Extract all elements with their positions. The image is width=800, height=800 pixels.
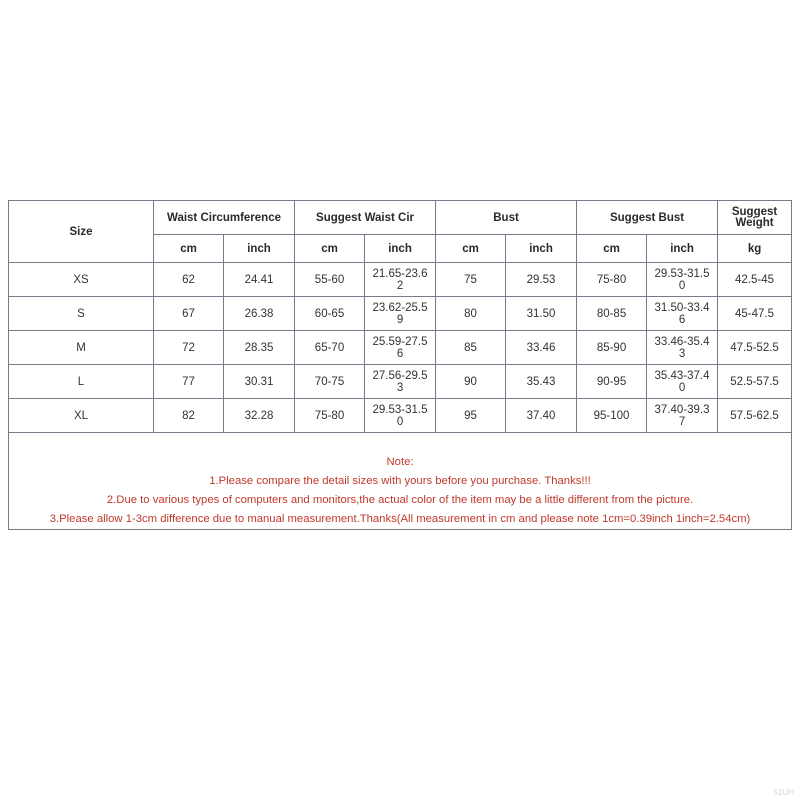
notes-cell <box>9 433 792 530</box>
cell-value: 31.50-33.46 <box>654 301 710 326</box>
cell-sw-inch <box>365 297 436 331</box>
suggest-bust-header: Suggest Bust <box>577 201 718 235</box>
table-row <box>9 263 792 297</box>
note-line-1: 1.Please compare the detail sizes with yours before you purchase. Thanks!!! <box>209 475 591 487</box>
cell-weight: 47.5-52.5 <box>718 331 792 365</box>
cell-bust-cm: 90 <box>436 365 506 399</box>
cell-size: XS <box>9 263 154 297</box>
cell-size: S <box>9 297 154 331</box>
suggest-weight-header <box>718 201 792 235</box>
bust-header: Bust <box>436 201 577 235</box>
cell-sw-inch <box>365 331 436 365</box>
cell-size: L <box>9 365 154 399</box>
cell-waist-inch: 32.28 <box>224 399 295 433</box>
cell-value: 29.53-31.50 <box>372 403 428 428</box>
cell-value: 37.40-39.37 <box>654 403 710 428</box>
corner-watermark: 51UH <box>773 788 794 797</box>
cell-bust-inch: 29.53 <box>506 263 577 297</box>
unit-cm: cm <box>436 235 506 263</box>
cell-sw-inch <box>365 399 436 433</box>
cell-value: 25.59-27.56 <box>372 335 428 360</box>
table-row <box>9 297 792 331</box>
cell-sw-inch <box>365 365 436 399</box>
unit-cm: cm <box>295 235 365 263</box>
cell-bust-cm: 80 <box>436 297 506 331</box>
cell-sb-inch <box>647 365 718 399</box>
cell-sw-cm: 65-70 <box>295 331 365 365</box>
cell-bust-cm: 95 <box>436 399 506 433</box>
note-line-2: 2.Due to various types of computers and monitors,the actual color of the item may be a little different from the picture. <box>106 494 694 506</box>
cell-waist-cm: 67 <box>154 297 224 331</box>
cell-weight: 42.5-45 <box>718 263 792 297</box>
unit-inch: inch <box>506 235 577 263</box>
unit-cm: cm <box>577 235 647 263</box>
cell-sb-cm: 90-95 <box>577 365 647 399</box>
cell-waist-cm: 77 <box>154 365 224 399</box>
cell-value: 33.46-35.43 <box>654 335 710 360</box>
cell-waist-inch: 26.38 <box>224 297 295 331</box>
notes-row <box>9 433 792 530</box>
cell-size: M <box>9 331 154 365</box>
note-title: Note: <box>386 456 414 468</box>
table-row <box>9 399 792 433</box>
cell-weight: 45-47.5 <box>718 297 792 331</box>
unit-inch: inch <box>647 235 718 263</box>
cell-sb-cm: 75-80 <box>577 263 647 297</box>
cell-sb-inch <box>647 297 718 331</box>
unit-kg: kg <box>718 235 792 263</box>
cell-value: 27.56-29.53 <box>372 369 428 394</box>
cell-weight: 52.5-57.5 <box>718 365 792 399</box>
cell-waist-inch: 24.41 <box>224 263 295 297</box>
cell-sb-cm: 85-90 <box>577 331 647 365</box>
cell-sb-cm: 80-85 <box>577 297 647 331</box>
cell-waist-cm: 82 <box>154 399 224 433</box>
cell-waist-cm: 72 <box>154 331 224 365</box>
unit-cm: cm <box>154 235 224 263</box>
table-row <box>9 331 792 365</box>
cell-bust-inch: 35.43 <box>506 365 577 399</box>
cell-waist-inch: 30.31 <box>224 365 295 399</box>
cell-sb-inch <box>647 399 718 433</box>
cell-value: 35.43-37.40 <box>654 369 710 394</box>
notes-block <box>9 433 791 529</box>
cell-sw-cm: 55-60 <box>295 263 365 297</box>
cell-weight: 57.5-62.5 <box>718 399 792 433</box>
cell-bust-cm: 75 <box>436 263 506 297</box>
cell-value: 21.65-23.62 <box>372 267 428 292</box>
cell-bust-inch: 33.46 <box>506 331 577 365</box>
size-header: Size <box>9 201 154 263</box>
cell-value: 29.53-31.50 <box>654 267 710 292</box>
cell-bust-inch: 37.40 <box>506 399 577 433</box>
header-row-groups <box>9 201 792 235</box>
cell-sb-inch <box>647 331 718 365</box>
suggest-waist-header: Suggest Waist Cir <box>295 201 436 235</box>
table-row <box>9 365 792 399</box>
cell-value: 23.62-25.59 <box>372 301 428 326</box>
waist-circumference-header: Waist Circumference <box>154 201 295 235</box>
cell-size: XL <box>9 399 154 433</box>
cell-sw-cm: 70-75 <box>295 365 365 399</box>
cell-bust-inch: 31.50 <box>506 297 577 331</box>
unit-inch: inch <box>365 235 436 263</box>
cell-sw-cm: 75-80 <box>295 399 365 433</box>
suggest-weight-label: Suggest Weight <box>731 205 778 229</box>
cell-sb-cm: 95-100 <box>577 399 647 433</box>
cell-bust-cm: 85 <box>436 331 506 365</box>
cell-sw-cm: 60-65 <box>295 297 365 331</box>
cell-waist-cm: 62 <box>154 263 224 297</box>
cell-sb-inch <box>647 263 718 297</box>
note-line-3: 3.Please allow 1-3cm difference due to manual measurement.Thanks(All measurement in cm and please note 1cm=0.39inch 1inch=2.54cm) <box>49 513 751 525</box>
cell-waist-inch: 28.35 <box>224 331 295 365</box>
unit-inch: inch <box>224 235 295 263</box>
cell-sw-inch <box>365 263 436 297</box>
size-chart-table <box>8 200 792 530</box>
